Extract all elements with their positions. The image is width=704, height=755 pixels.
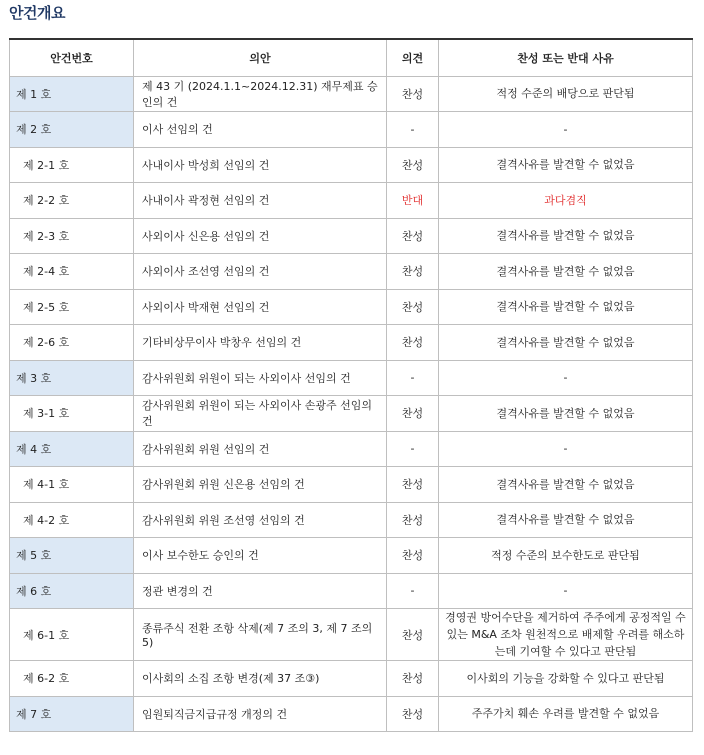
- opinion-cell: 찬성: [387, 609, 439, 661]
- table-row: [10, 325, 693, 361]
- reason-cell: 결격사유를 발견할 수 없었음: [439, 254, 693, 290]
- agenda-title-cell: 사외이사 박재현 선임의 건: [134, 289, 387, 325]
- table-row: [10, 573, 693, 609]
- agenda-title-cell: 기타비상무이사 박창우 선임의 건: [134, 325, 387, 361]
- agenda-title-cell: 감사위원회 위원 신은용 선임의 건: [134, 467, 387, 503]
- opinion-cell: 찬성: [387, 696, 439, 732]
- agenda-title-cell: 종류주식 전환 조항 삭제(제 7 조의 3, 제 7 조의 5): [134, 609, 387, 661]
- agenda-title-cell: 이사 선임의 건: [134, 112, 387, 148]
- agenda-number-cell: 제 4-2 호: [10, 502, 134, 538]
- opinion-cell: 찬성: [387, 254, 439, 290]
- agenda-title-cell: 감사위원회 위원이 되는 사외이사 손광주 선임의 건: [134, 396, 387, 432]
- agenda-number-cell: 제 2-1 호: [10, 147, 134, 183]
- agenda-title-cell: 사내이사 곽정현 선임의 건: [134, 183, 387, 219]
- agenda-title-cell: 사외이사 신은용 선임의 건: [134, 218, 387, 254]
- reason-cell: 경영권 방어수단을 제거하여 주주에게 공정적일 수 있는 M&A 조차 원천적으로 배제할 우려를 해소하는데 기여할 수 있다고 판단됨: [439, 609, 693, 661]
- reason-cell: 결격사유를 발견할 수 없었음: [439, 147, 693, 183]
- opinion-cell: 찬성: [387, 396, 439, 432]
- agenda-number-cell: 제 4-1 호: [10, 467, 134, 503]
- table-row: [10, 467, 693, 503]
- agenda-number-cell: 제 6-2 호: [10, 661, 134, 697]
- reason-cell: 적정 수준의 보수한도로 판단됨: [439, 538, 693, 574]
- agenda-title-cell: 이사회의 소집 조항 변경(제 37 조③): [134, 661, 387, 697]
- agenda-number-cell: 제 6-1 호: [10, 609, 134, 661]
- agenda-title-cell: 사내이사 박성희 선임의 건: [134, 147, 387, 183]
- header-reason: 찬성 또는 반대 사유: [439, 39, 693, 76]
- agenda-table: [9, 38, 693, 732]
- agenda-title-cell: 감사위원회 위원 선임의 건: [134, 431, 387, 467]
- agenda-number-cell: 제 5 호: [10, 538, 134, 574]
- reason-cell: 결격사유를 발견할 수 없었음: [439, 218, 693, 254]
- table-row: [10, 431, 693, 467]
- table-row: [10, 112, 693, 148]
- section-title: 안건개요: [9, 4, 65, 22]
- opinion-cell: 찬성: [387, 325, 439, 361]
- agenda-number-cell: 제 2-5 호: [10, 289, 134, 325]
- agenda-title-cell: 이사 보수한도 승인의 건: [134, 538, 387, 574]
- opinion-cell: 찬성: [387, 538, 439, 574]
- reason-cell: 이사회의 기능을 강화할 수 있다고 판단됨: [439, 661, 693, 697]
- reason-cell: -: [439, 360, 693, 396]
- table-header-row: [10, 39, 693, 76]
- agenda-number-cell: 제 6 호: [10, 573, 134, 609]
- table-row: [10, 609, 693, 661]
- agenda-number-cell: 제 3 호: [10, 360, 134, 396]
- reason-cell: -: [439, 431, 693, 467]
- agenda-title-cell: 제 43 기 (2024.1.1~2024.12.31) 재무제표 승인의 건: [134, 76, 387, 112]
- opinion-cell: 찬성: [387, 76, 439, 112]
- opinion-cell: 찬성: [387, 147, 439, 183]
- table-row: [10, 289, 693, 325]
- agenda-number-cell: 제 2-6 호: [10, 325, 134, 361]
- reason-cell: 과다겸직: [439, 183, 693, 219]
- table-row: [10, 360, 693, 396]
- table-row: [10, 696, 693, 732]
- agenda-number-cell: 제 2-4 호: [10, 254, 134, 290]
- opinion-cell: -: [387, 112, 439, 148]
- table-row: [10, 661, 693, 697]
- table-row: [10, 538, 693, 574]
- header-opinion: 의견: [387, 39, 439, 76]
- table-row: [10, 218, 693, 254]
- reason-cell: 결격사유를 발견할 수 없었음: [439, 502, 693, 538]
- opinion-cell: -: [387, 360, 439, 396]
- reason-cell: 결격사유를 발견할 수 없었음: [439, 325, 693, 361]
- opinion-cell: 찬성: [387, 661, 439, 697]
- agenda-number-cell: 제 1 호: [10, 76, 134, 112]
- agenda-number-cell: 제 2-3 호: [10, 218, 134, 254]
- table-row: [10, 183, 693, 219]
- reason-cell: 결격사유를 발견할 수 없었음: [439, 467, 693, 503]
- opinion-cell: 찬성: [387, 502, 439, 538]
- agenda-title-cell: 감사위원회 위원이 되는 사외이사 선임의 건: [134, 360, 387, 396]
- reason-cell: -: [439, 112, 693, 148]
- opinion-cell: 반대: [387, 183, 439, 219]
- table-row: [10, 76, 693, 112]
- reason-cell: 결격사유를 발견할 수 없었음: [439, 396, 693, 432]
- opinion-cell: -: [387, 431, 439, 467]
- agenda-title-cell: 정관 변경의 건: [134, 573, 387, 609]
- reason-cell: 적정 수준의 배당으로 판단됨: [439, 76, 693, 112]
- agenda-title-cell: 임원퇴직금지급규정 개정의 건: [134, 696, 387, 732]
- header-agenda: 의안: [134, 39, 387, 76]
- reason-cell: -: [439, 573, 693, 609]
- header-agenda-no: 안건번호: [10, 39, 134, 76]
- table-row: [10, 147, 693, 183]
- agenda-number-cell: 제 3-1 호: [10, 396, 134, 432]
- opinion-cell: 찬성: [387, 289, 439, 325]
- agenda-number-cell: 제 4 호: [10, 431, 134, 467]
- table-row: [10, 502, 693, 538]
- table-row: [10, 396, 693, 432]
- agenda-title-cell: 감사위원회 위원 조선영 선임의 건: [134, 502, 387, 538]
- agenda-number-cell: 제 2 호: [10, 112, 134, 148]
- reason-cell: 결격사유를 발견할 수 없었음: [439, 289, 693, 325]
- agenda-number-cell: 제 2-2 호: [10, 183, 134, 219]
- opinion-cell: -: [387, 573, 439, 609]
- agenda-title-cell: 사외이사 조선영 선임의 건: [134, 254, 387, 290]
- opinion-cell: 찬성: [387, 218, 439, 254]
- opinion-cell: 찬성: [387, 467, 439, 503]
- agenda-number-cell: 제 7 호: [10, 696, 134, 732]
- reason-cell: 주주가치 훼손 우려를 발견할 수 없었음: [439, 696, 693, 732]
- table-row: [10, 254, 693, 290]
